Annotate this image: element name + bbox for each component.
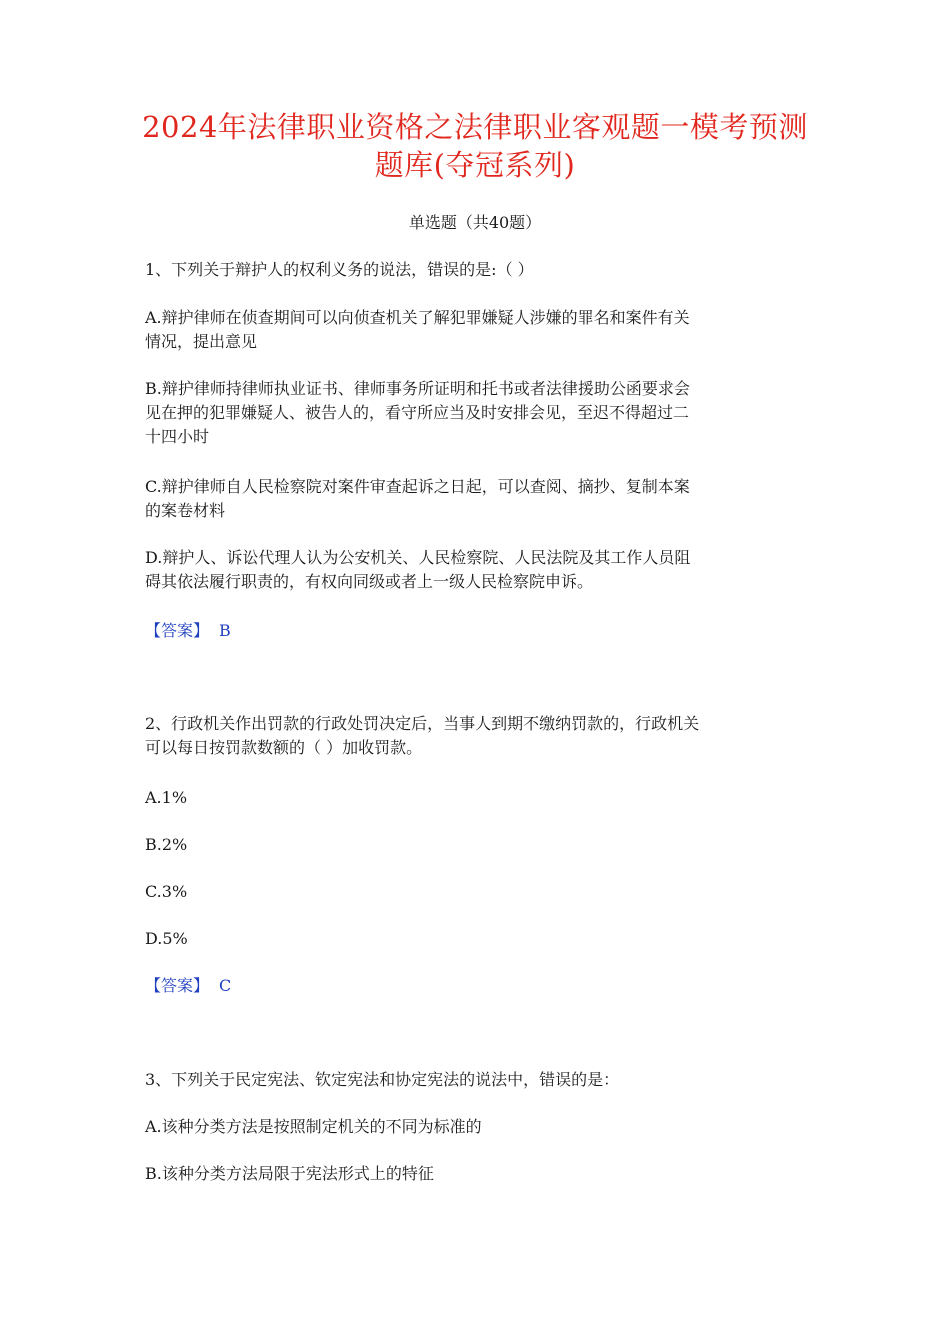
option-line: B.该种分类方法局限于宪法形式上的特征 — [145, 1164, 434, 1183]
option-line: A.该种分类方法是按照制定机关的不同为标准的 — [145, 1117, 482, 1136]
question-2-option-b — [145, 833, 815, 857]
question-2-option-d — [145, 927, 815, 951]
section-heading: 单选题（共40题） — [408, 213, 542, 232]
stem-line: 1、下列关于辩护人的权利义务的说法，错误的是:（ ） — [145, 260, 534, 279]
option-line: 情况，提出意见 — [145, 332, 258, 351]
option-line: 见在押的犯罪嫌疑人、被告人的，看守所应当及时安排会见，至迟不得超过二 — [145, 403, 690, 422]
option-line: 的案卷材料 — [145, 501, 226, 520]
option-line: A.辩护律师在侦查期间可以向侦查机关了解犯罪嫌疑人涉嫌的罪名和案件有关 — [145, 308, 690, 327]
stem-line: 可以每日按罚款数额的（ ）加收罚款。 — [145, 738, 423, 757]
question-1-option-d — [145, 546, 815, 594]
question-1-option-b — [145, 377, 815, 449]
title-line-1: 2024年法律职业资格之法律职业客观题一模考预测 — [142, 110, 808, 144]
document-title — [110, 108, 840, 184]
question-1-stem — [145, 258, 815, 282]
option-line: C.辩护律师自人民检察院对案件审查起诉之日起，可以查阅、摘抄、复制本案 — [145, 477, 690, 496]
option-line: 碍其依法履行职责的，有权向同级或者上一级人民检察院申诉。 — [145, 572, 594, 591]
stem-line: 3、下列关于民定宪法、钦定宪法和协定宪法的说法中，错误的是： — [145, 1070, 620, 1089]
question-1-option-c — [145, 475, 815, 523]
stem-line: 2、行政机关作出罚款的行政处罚决定后，当事人到期不缴纳罚款的，行政机关 — [145, 714, 700, 733]
option-line: D.5% — [145, 929, 188, 948]
option-line: C.3% — [145, 882, 188, 901]
answer-value: B — [219, 621, 231, 640]
question-3-option-b — [145, 1162, 815, 1186]
option-line: B.辩护律师持律师执业证书、律师事务所证明和托书或者法律援助公函要求会 — [145, 379, 690, 398]
question-2-option-a — [145, 786, 815, 810]
option-line: 十四小时 — [145, 427, 210, 446]
option-line: B.2% — [145, 835, 188, 854]
answer-label: 【答案】 — [145, 621, 210, 640]
question-1-answer — [145, 620, 231, 642]
question-2-option-c — [145, 880, 815, 904]
question-2-answer — [145, 975, 231, 997]
option-line: A.1% — [145, 788, 188, 807]
option-line: D.辩护人、诉讼代理人认为公安机关、人民检察院、人民法院及其工作人员阻 — [145, 548, 691, 567]
answer-label: 【答案】 — [145, 976, 210, 995]
question-3-stem — [145, 1068, 815, 1092]
answer-value: C — [219, 976, 232, 995]
question-2-stem — [145, 712, 815, 760]
question-1-option-a — [145, 306, 815, 354]
title-line-2: 题库(夺冠系列) — [374, 148, 576, 182]
question-3-option-a — [145, 1115, 815, 1139]
